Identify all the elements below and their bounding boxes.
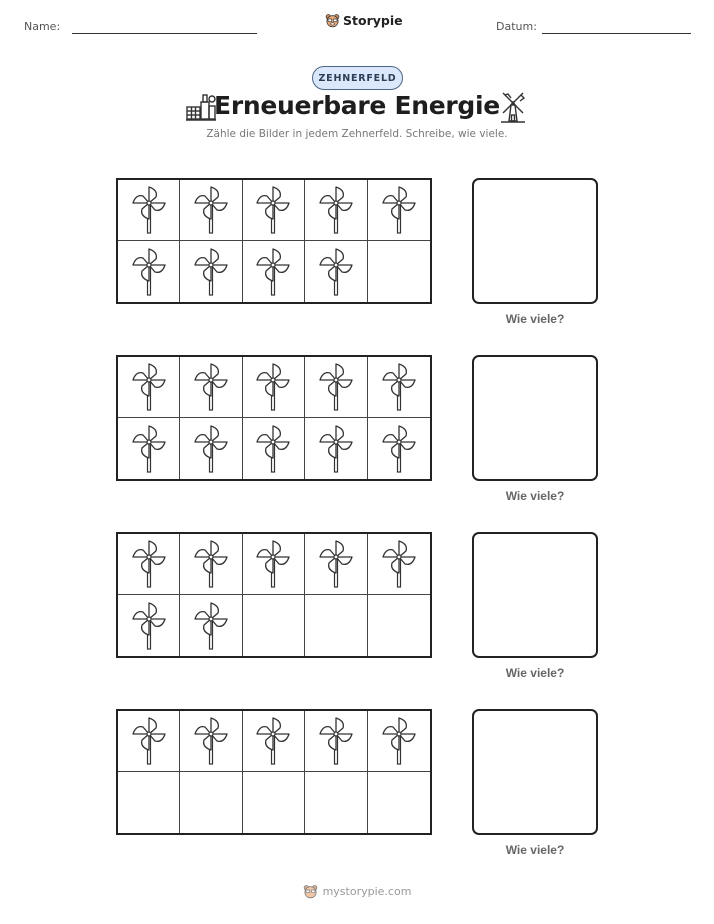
- ten-frame-cell: [180, 711, 242, 772]
- pinwheel-icon: [193, 601, 229, 651]
- ten-frame-4: [116, 709, 432, 835]
- ten-frame-cell: [243, 180, 305, 241]
- ten-frame-cell: [243, 357, 305, 418]
- ten-frame-cell: [180, 180, 242, 241]
- storypie-bear-icon: [303, 884, 318, 899]
- ten-frame-cell: [118, 711, 180, 772]
- ten-frame-cell: [368, 418, 430, 479]
- answer-box-2[interactable]: [472, 355, 598, 481]
- pinwheel-icon: [193, 362, 229, 412]
- question-label-2: Wie viele?: [505, 489, 565, 503]
- ten-frame-cell: [243, 534, 305, 595]
- pinwheel-icon: [255, 185, 291, 235]
- pinwheel-icon: [255, 716, 291, 766]
- pinwheel-icon: [318, 247, 354, 297]
- ten-frame-cell: [243, 595, 305, 656]
- footer-url: mystorypie.com: [322, 885, 412, 898]
- ten-frame-cell: [305, 595, 367, 656]
- ten-frame-cell: [180, 241, 242, 302]
- pinwheel-icon: [381, 362, 417, 412]
- pinwheel-icon: [193, 185, 229, 235]
- pinwheel-icon: [193, 539, 229, 589]
- pinwheel-icon: [255, 424, 291, 474]
- pinwheel-icon: [318, 424, 354, 474]
- ten-frame-cell: [305, 534, 367, 595]
- ten-frame-cell: [118, 241, 180, 302]
- instructions: Zähle die Bilder in jedem Zehnerfeld. Schreibe, wie viele.: [206, 128, 508, 140]
- ten-frame-1: [116, 178, 432, 304]
- worksheet-type-badge: ZEHNERFELD: [312, 66, 403, 90]
- ten-frame-cell: [243, 772, 305, 833]
- ten-frame-cell: [305, 711, 367, 772]
- pinwheel-icon: [255, 362, 291, 412]
- pinwheel-icon: [131, 716, 167, 766]
- question-label-3: Wie viele?: [505, 666, 565, 680]
- ten-frame-cell: [368, 534, 430, 595]
- answer-box-4[interactable]: [472, 709, 598, 835]
- answer-box-3[interactable]: [472, 532, 598, 658]
- ten-frame-cell: [243, 418, 305, 479]
- ten-frame-cell: [180, 595, 242, 656]
- ten-frame-cell: [118, 357, 180, 418]
- ten-frame-cell: [180, 418, 242, 479]
- pinwheel-icon: [318, 716, 354, 766]
- pinwheel-icon: [255, 247, 291, 297]
- ten-frame-cell: [180, 357, 242, 418]
- ten-frame-cell: [118, 595, 180, 656]
- pinwheel-icon: [381, 539, 417, 589]
- question-label-4: Wie viele?: [505, 843, 565, 857]
- ten-frame-cell: [118, 534, 180, 595]
- pinwheel-icon: [131, 601, 167, 651]
- pinwheel-icon: [318, 539, 354, 589]
- question-label-1: Wie viele?: [505, 312, 565, 326]
- name-label: Name:: [24, 20, 61, 33]
- answer-box-1[interactable]: [472, 178, 598, 304]
- pinwheel-icon: [381, 185, 417, 235]
- storypie-bear-icon: [325, 13, 340, 28]
- ten-frame-cell: [305, 180, 367, 241]
- date-label: Datum:: [496, 20, 537, 33]
- ten-frame-3: [116, 532, 432, 658]
- ten-frame-cell: [368, 772, 430, 833]
- pinwheel-icon: [193, 247, 229, 297]
- pinwheel-icon: [318, 185, 354, 235]
- brand-logo: [325, 13, 403, 28]
- ten-frame-cell: [243, 241, 305, 302]
- windmill-icon: [498, 91, 528, 123]
- ten-frame-cell: [368, 180, 430, 241]
- pinwheel-icon: [381, 424, 417, 474]
- ten-frame-cell: [118, 418, 180, 479]
- brand-name: Storypie: [343, 13, 403, 28]
- pinwheel-icon: [318, 362, 354, 412]
- ten-frame-cell: [118, 772, 180, 833]
- ten-frame-2: [116, 355, 432, 481]
- pinwheel-icon: [131, 362, 167, 412]
- ten-frame-cell: [368, 711, 430, 772]
- ten-frame-cell: [368, 357, 430, 418]
- pinwheel-icon: [131, 185, 167, 235]
- ten-frame-cell: [180, 772, 242, 833]
- page-title: Erneuerbare Energie: [214, 91, 500, 120]
- name-line[interactable]: [72, 33, 257, 34]
- ten-frame-cell: [305, 772, 367, 833]
- ten-frame-cell: [368, 595, 430, 656]
- pinwheel-icon: [131, 424, 167, 474]
- pinwheel-icon: [255, 539, 291, 589]
- ten-frame-cell: [305, 357, 367, 418]
- ten-frame-cell: [243, 711, 305, 772]
- pinwheel-icon: [193, 424, 229, 474]
- pinwheel-icon: [381, 716, 417, 766]
- pinwheel-icon: [193, 716, 229, 766]
- ten-frame-cell: [118, 180, 180, 241]
- pinwheel-icon: [131, 539, 167, 589]
- date-line[interactable]: [542, 33, 691, 34]
- ten-frame-cell: [368, 241, 430, 302]
- pinwheel-icon: [131, 247, 167, 297]
- ten-frame-cell: [305, 418, 367, 479]
- footer: [0, 884, 714, 899]
- ten-frame-cell: [180, 534, 242, 595]
- ten-frame-cell: [305, 241, 367, 302]
